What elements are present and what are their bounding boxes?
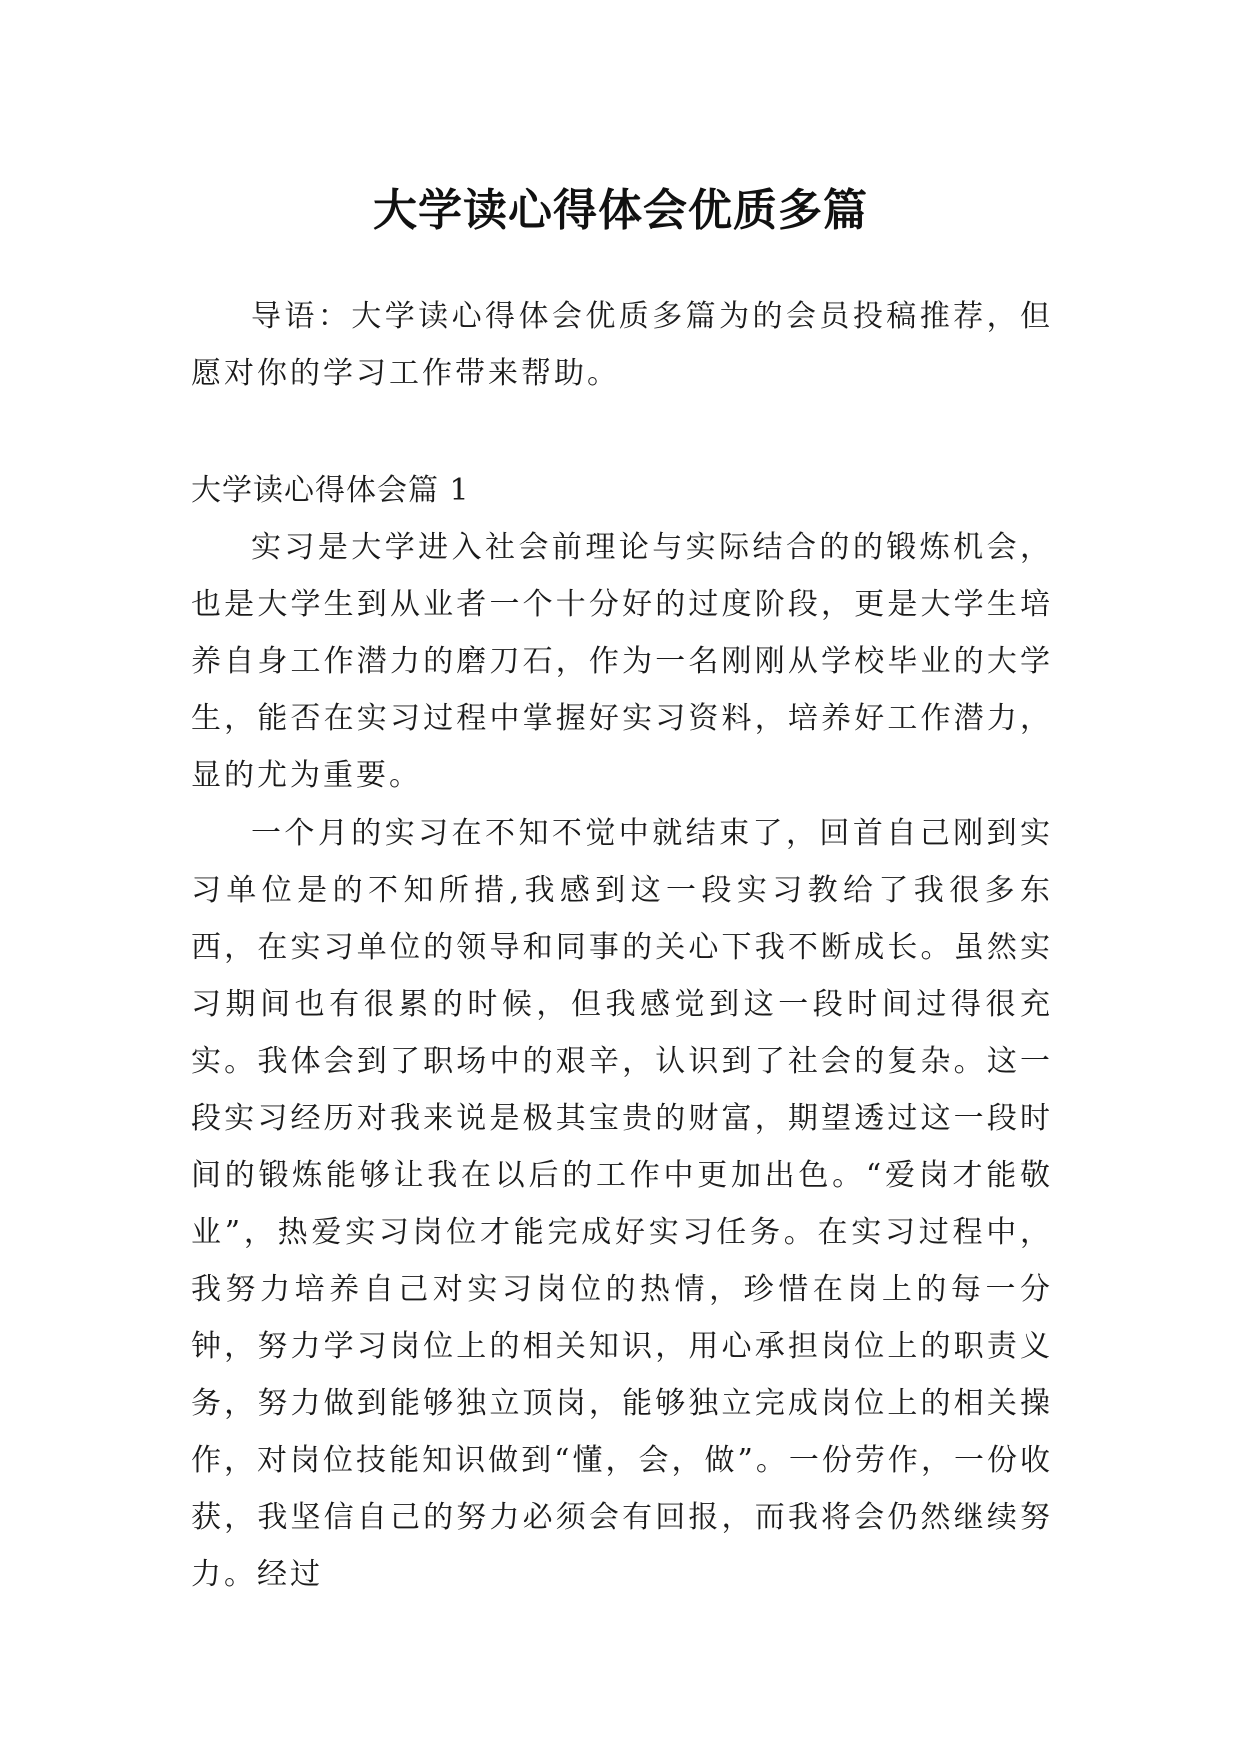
body-paragraph-1: 实习是大学进入社会前理论与实际结合的的锻炼机会，也是大学生到从业者一个十分好的过度阶段，更是大学生培养自身工作潜力的磨刀石，作为一名刚刚从学校毕业的大学生，能否在实习过程中掌握好实习资料，培养好工作潜力，显的尤为重要。 [191,530,1053,793]
body-paragraph-2: 一个月的实习在不知不觉中就结束了，回首自己刚到实习单位是的不知所措,我感到这一段实习教给了我很多东西，在实习单位的领导和同事的关心下我不断成长。虽然实习期间也有很累的时候，但我感觉到这一段时间过得很充实。我体会到了职场中的艰辛，认识到了社会的复杂。这一段实习经历对我来说是极其宝贵的财富，期望透过这一段时间的锻炼能够让我在以后的工作中更加出色。“爱岗才能敬业”，热爱实习岗位才能完成好实习任务。在实习过程中，我努力培养自己对实习岗位的热情，珍惜在岗上的每一分钟，努力学习岗位上的相关知识，用心承担岗位上的职责义务，努力做到能够独立顶岗，能够独立完成岗位上的相关操作，对岗位技能知识做到“懂，会，做”。一份劳作，一份收获，我坚信自己的努力必须会有回报，而我将会仍然继续努力。经过 [191,816,1053,1592]
section-heading: 大学读心得体会篇 1 [191,473,470,508]
intro-paragraph: 导语：大学读心得体会优质多篇为的会员投稿推荐，但愿对你的学习工作带来帮助。 [191,299,1053,391]
document-title: 大学读心得体会优质多篇 [373,185,868,237]
